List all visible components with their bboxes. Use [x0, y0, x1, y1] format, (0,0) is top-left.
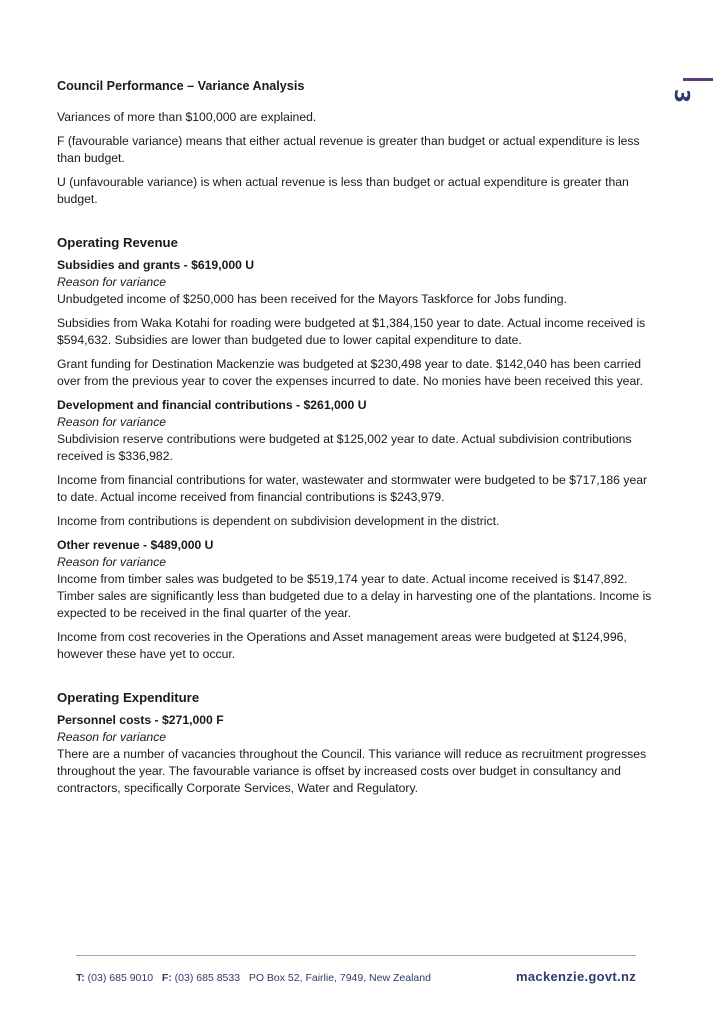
- reason-label: Reason for variance: [57, 415, 167, 429]
- body-paragraph: Income from financial contributions for water, wastewater and stormwater were budgeted to be $717,186 year to date. Actual income received from financial contributions is $243,979.: [57, 473, 648, 504]
- body-paragraph: Subdivision reserve contributions were budgeted at $125,002 year to date. Actual subdivision contributions received is $336,982.: [57, 432, 632, 463]
- footer: [76, 968, 636, 988]
- section-heading-operating-revenue: Operating Revenue: [57, 235, 178, 250]
- body-paragraph: There are a number of vacancies throughout the Council. This variance will reduce as recruitment progresses throughout the year. The favourable variance is offset by increased costs over budget in consultancy and contractors, specifically Corporate Services, Water and Regulatory.: [57, 747, 647, 795]
- phone-number: (03) 685 9010: [87, 972, 154, 984]
- section-heading-operating-expenditure: Operating Expenditure: [57, 690, 200, 705]
- page-number-marker: [653, 74, 713, 114]
- intro-paragraph: Variances of more than $100,000 are explained.: [57, 110, 317, 124]
- body-paragraph: Grant funding for Destination Mackenzie was budgeted at $230,498 year to date. $142,040 has been carried over from the previous year to cover the expenses incurred to date. No monies have been received this year.: [57, 357, 643, 388]
- item-heading-other-revenue: Other revenue - $489,000 U: [57, 538, 214, 552]
- footer-contact: [76, 970, 431, 987]
- intro-paragraph: F (favourable variance) means that either actual revenue is greater than budget or actual expenditure is less than budget.: [57, 134, 640, 165]
- footer-divider: [76, 955, 636, 956]
- item-heading-subsidies: Subsidies and grants - $619,000 U: [57, 258, 255, 272]
- page-number-bar: [683, 78, 713, 81]
- reason-label: Reason for variance: [57, 730, 167, 744]
- body-paragraph: Income from timber sales was budgeted to be $519,174 year to date. Actual income received is $147,892. Timber sales are significantly less than budgeted due to a delay in harvesting one of the plantations. Income is expected to be received in the final quarter of the year.: [57, 572, 652, 620]
- body-paragraph: Income from cost recoveries in the Operations and Asset management areas were budgeted at $124,996, however these have yet to occur.: [57, 630, 627, 661]
- reason-label: Reason for variance: [57, 275, 167, 289]
- body-paragraph: Unbudgeted income of $250,000 has been received for the Mayors Taskforce for Jobs funding.: [57, 292, 567, 306]
- fax-label: F:: [161, 972, 172, 984]
- page-number: 3: [670, 89, 695, 103]
- website-link[interactable]: mackenzie.govt.nz: [516, 969, 636, 984]
- phone-label: T:: [76, 972, 85, 984]
- item-heading-development: Development and financial contributions - $261,000 U: [57, 398, 367, 412]
- item-heading-personnel: Personnel costs - $271,000 F: [57, 713, 224, 727]
- body-paragraph: Subsidies from Waka Kotahi for roading were budgeted at $1,384,150 year to date. Actual income received is $594,632. Subsidies are lower than budgeted due to lower capital expenditure to date.: [57, 316, 646, 347]
- page-title: Council Performance – Variance Analysis: [57, 79, 305, 93]
- document-body: [57, 78, 657, 804]
- postal-address: PO Box 52, Fairlie, 7949, New Zealand: [248, 972, 431, 984]
- body-paragraph: Income from contributions is dependent on subdivision development in the district.: [57, 514, 500, 528]
- fax-number: (03) 685 8533: [174, 972, 241, 984]
- reason-label: Reason for variance: [57, 555, 167, 569]
- intro-paragraph: U (unfavourable variance) is when actual revenue is less than budget or actual expenditure is greater than budget.: [57, 175, 629, 206]
